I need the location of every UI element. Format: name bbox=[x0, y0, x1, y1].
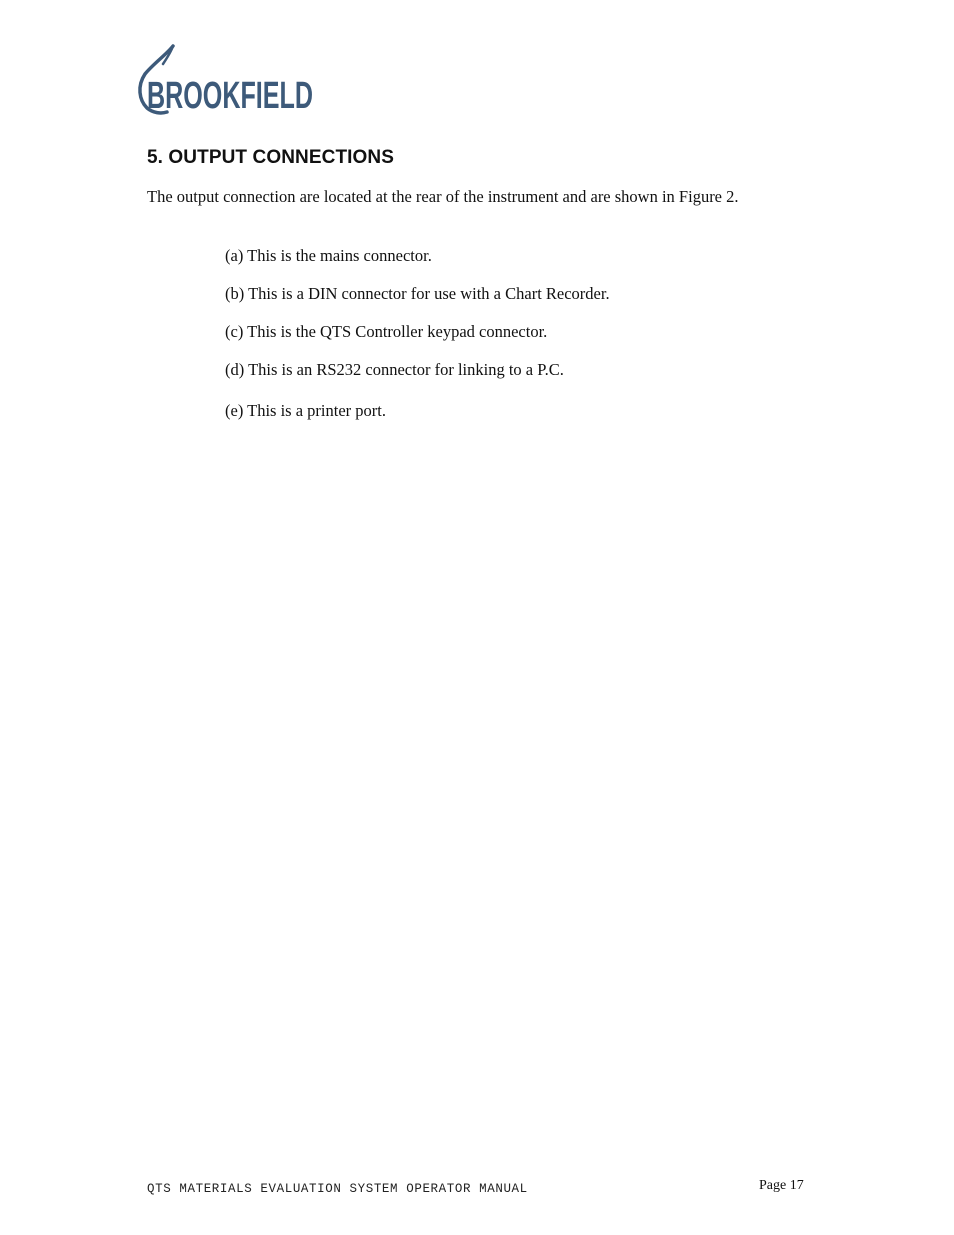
logo-wordmark: BROOKFIELD bbox=[147, 75, 313, 117]
section-heading: 5. OUTPUT CONNECTIONS bbox=[147, 147, 395, 168]
list-item: (b) This is a DIN connector for use with a Chart Recorder. bbox=[225, 284, 610, 303]
list-item: (a) This is the mains connector. bbox=[225, 246, 432, 265]
brookfield-logo bbox=[137, 44, 317, 116]
list-item: (d) This is an RS232 connector for linking to a P.C. bbox=[225, 360, 564, 379]
list-item: (c) This is the QTS Controller keypad connector. bbox=[225, 322, 548, 341]
intro-paragraph: The output connection are located at the rear of the instrument and are shown in Figure 2. bbox=[147, 187, 739, 206]
footer-manual-title: QTS MATERIALS EVALUATION SYSTEM OPERATOR MANUAL bbox=[147, 1182, 528, 1196]
footer-page-number: Page 17 bbox=[759, 1178, 804, 1193]
list-item: (e) This is a printer port. bbox=[225, 401, 386, 420]
